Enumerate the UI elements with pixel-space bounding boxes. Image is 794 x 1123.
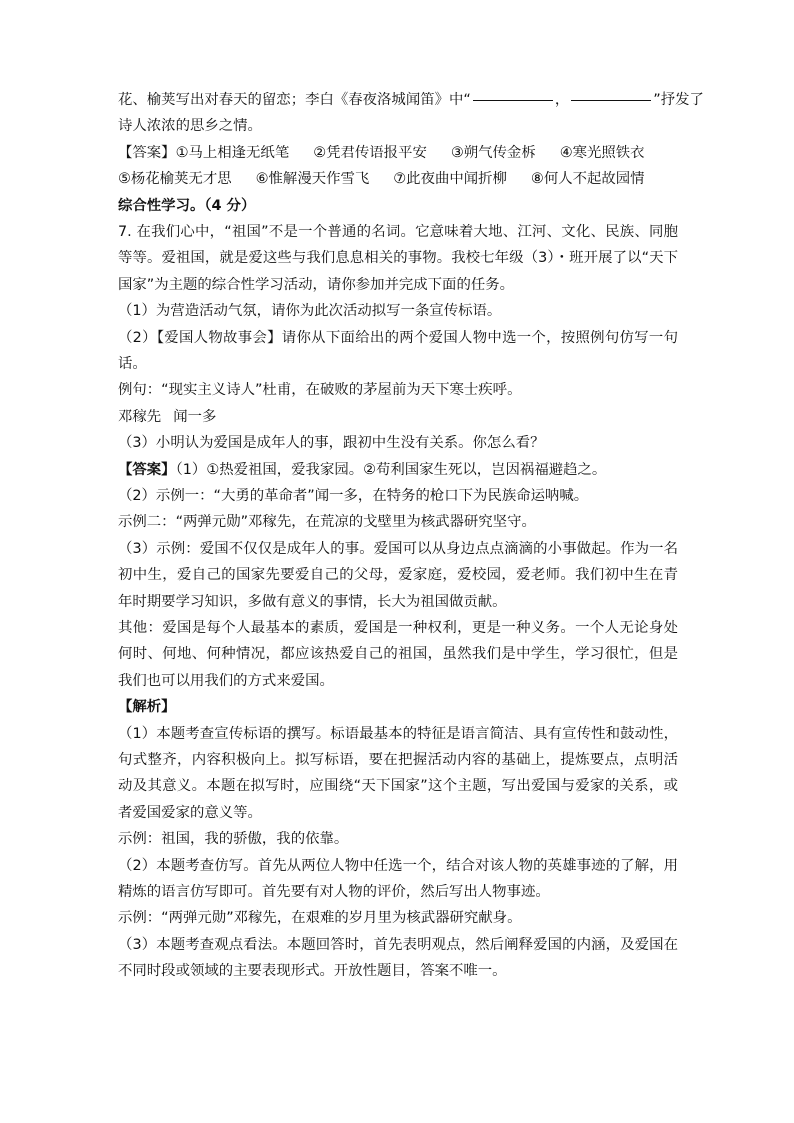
fill-blank-2 (571, 99, 651, 101)
answer6-item: ③朔气传金柝 (450, 144, 536, 161)
analysis-p2-example: 示例：“两弹元勋”邓稼先，在艰难的岁月里为核武器研究献身。 (118, 910, 522, 927)
answer6-label: 【答案】 (118, 144, 176, 161)
answer7-a2: （2）示例一：“大勇的革命者”闻一多，在特务的枪口下为民族命运呐喊。 (118, 487, 589, 504)
section-title: 综合性学习。（4 分） (118, 197, 256, 214)
answer6-item: ⑥惟解漫天作雪飞 (255, 171, 370, 188)
analysis-p1-example: 示例：祖国，我的骄傲，我的依靠。 (118, 831, 349, 848)
intro-text-b: ”抒发了 (653, 92, 704, 108)
intro-line-1 (118, 87, 704, 113)
analysis-p1: （1）本题考查宣传标语的撰写。标语最基本的特征是语言简洁、具有宣传性和鼓动性，句式整齐，内容积极向上。拟写标语，要在把握活动内容的基础上，提炼要点，点明活动及其意义。本题在拟写时，应围绕“天下国家”这个主题，写出爱国与爱家的关系，或者爱国爱家的意义等。 (118, 725, 678, 821)
answer7-a2b: 示例二：“两弹元勋”邓稼先，在荒凉的戈壁里为核武器研究坚守。 (118, 514, 536, 531)
answer7-a1: （1）①热爱祖国，爱我家园。②苟利国家生死以，岂因祸福避趋之。 (175, 461, 607, 478)
answer6-item: ②凭君传语报平安 (313, 144, 427, 161)
answer6-line-2 (118, 166, 678, 192)
analysis-label: 【解析】 (118, 699, 176, 716)
answer7-label: 【答案】 (118, 461, 176, 478)
answer6-line-1 (118, 140, 678, 166)
intro-text-a: 花、榆荚写出对春天的留恋；李白《春夜洛城闻笛》中“ (118, 92, 471, 108)
q7-example: 例句：“现实主义诗人”杜甫，在破败的茅屋前为天下寒士疾呼。 (118, 382, 522, 399)
analysis-p2: （2）本题考查仿写。首先从两位人物中任选一个，结合对该人物的英雄事迹的了解，用精炼的语言仿写即可。首先要有对人物的评价，然后写出人物事迹。 (118, 857, 678, 901)
person-option: 邓稼先 (118, 408, 162, 425)
q7-sub3: （3）小明认为爱国是成年人的事，跟初中生没有关系。你怎么看？ (118, 435, 545, 452)
answer6-item: ⑧何人不起故园情 (530, 171, 645, 188)
answer6-item: ④寒光照铁衣 (559, 144, 645, 161)
intro-line-2: 诗人浓浓的思乡之情。 (118, 118, 262, 135)
person-option: 闻一多 (173, 408, 217, 425)
q7-sub2: （2）【爱国人物故事会】请你从下面给出的两个爱国人物中选一个，按照例句仿写一句话。 (118, 329, 678, 372)
answer7-a3: （3）示例：爱国不仅仅是成年人的事。爱国可以从身边点点滴滴的小事做起。作为一名初中生，爱自己的国家先要爱自己的父母，爱家庭，爱校园，爱老师。我们初中生在青年时期要学习知识，多做有意义的事情，长大为祖国做贡献。 (118, 540, 678, 610)
q7-sub1: （1）为营造活动气氛，请你为此次活动拟写一条宣传标语。 (118, 303, 502, 320)
answer6-item: ①马上相逢无纸笔 (175, 144, 290, 161)
q7-persons (118, 404, 678, 430)
document-page (118, 87, 704, 985)
q7-stem: 7. 在我们心中，“祖国”不是一个普通的名词。它意味着大地、江河、文化、民族、同胞等等。爱祖国，就是爱这些与我们息息相关的事物。我校七年级（3）・班开展了以“天下国家”为主题的综合性学习活动，请你参加并完成下面的任务。 (118, 223, 678, 293)
analysis-p3: （3）本题考查观点看法。本题回答时，首先表明观点，然后阐释爱国的内涵，及爱国在不同时段或领域的主要表现形式。开放性题目，答案不唯一。 (118, 936, 678, 980)
fill-blank-1 (473, 99, 553, 101)
answer6-item: ⑤杨花榆荚无才思 (118, 171, 232, 188)
answer6-item: ⑦此夜曲中闻折柳 (393, 171, 507, 188)
answer7-a3b: 其他：爱国是每个人最基本的素质，爱国是一种权利，更是一种义务。一个人无论身处何时、何地、何种情况，都应该热爱自己的祖国，虽然我们是中学生，学习很忙，但是我们也可以用我们的方式来爱国。 (118, 620, 678, 689)
answer7-line-1 (118, 457, 678, 483)
intro-separator: ， (554, 92, 570, 108)
